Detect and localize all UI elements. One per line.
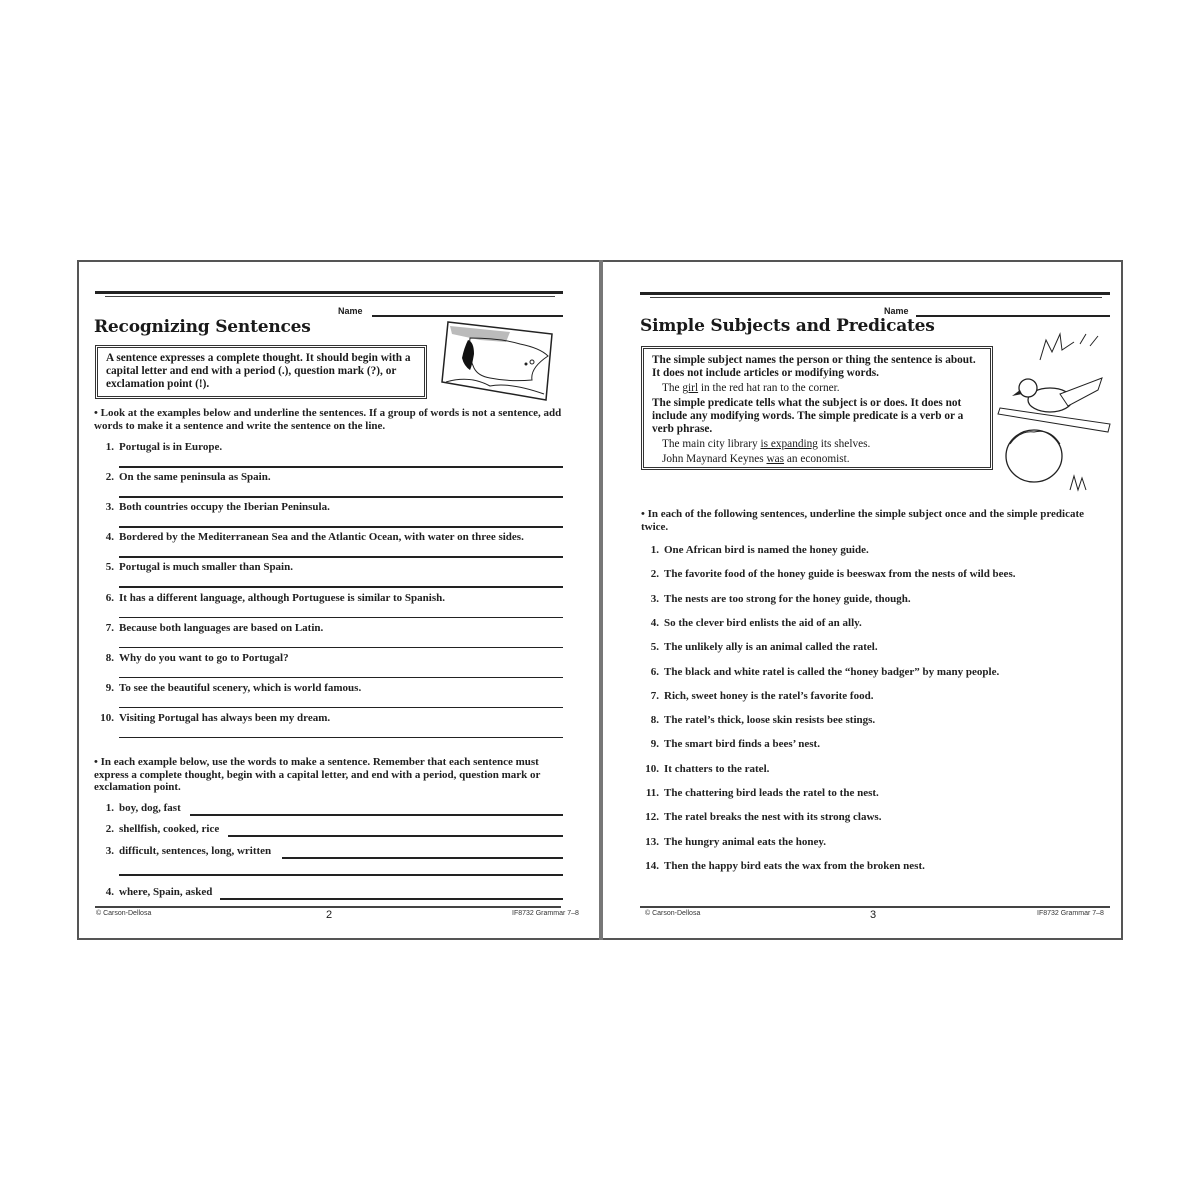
item-number: 4. (650, 616, 659, 629)
bird-illustration (990, 320, 1114, 500)
item-number: 10. (100, 711, 114, 724)
item-text: shellfish, cooked, rice (119, 823, 220, 835)
exercise-item (637, 787, 879, 799)
exercise-item (637, 690, 873, 702)
exercise-item (637, 617, 862, 629)
item-text: One African bird is named the honey guide. (664, 544, 869, 556)
item-text: The ratel breaks the nest with its strong claws. (664, 811, 882, 824)
answer-line[interactable] (119, 496, 563, 498)
answer-line[interactable] (119, 647, 563, 649)
underlined-word: girl (682, 382, 699, 394)
item-number: 1. (105, 441, 114, 453)
exercise-item (92, 712, 330, 724)
exercise-item (637, 738, 820, 750)
item-text: Bordered by the Mediterranean Sea and the Atlantic Ocean, with water on three sides. (119, 531, 524, 544)
item-text: The hungry animal eats the honey. (664, 835, 826, 848)
answer-line[interactable] (228, 835, 563, 837)
item-number: 4. (105, 531, 114, 544)
example-text: an economist. (784, 453, 850, 465)
name-label: Name (884, 306, 909, 316)
item-number: 10. (645, 762, 659, 775)
answer-line[interactable] (119, 617, 563, 619)
header-rule-thin (105, 296, 555, 297)
item-number: 7. (650, 689, 659, 702)
exercise-item (637, 593, 911, 605)
instruction: • In each of the following sentences, underline the simple subject once and the simple predicate twice. (641, 508, 1085, 533)
definition-box (641, 346, 993, 470)
item-text: Visiting Portugal has always been my dream. (119, 711, 331, 724)
footer-product: IF8732 Grammar 7–8 (1037, 910, 1104, 917)
item-text: Because both languages are based on Latin. (119, 621, 324, 634)
instruction-2-text: In each example below, use the words to make a sentence. Remember that each sentence must express a complete thought, begin with a capital letter, and end with a period, question mark or exclamation point. (94, 756, 541, 793)
item-number: 7. (105, 621, 114, 634)
item-text: Why do you want to go to Portugal? (119, 651, 289, 664)
answer-line[interactable] (119, 874, 563, 876)
exercise-item (92, 886, 212, 898)
item-text: Then the happy bird eats the wax from the broken nest. (664, 859, 925, 872)
header-rule (640, 292, 1110, 295)
exercise-item (637, 763, 769, 775)
item-number: 3. (650, 592, 659, 605)
exercise-item (92, 471, 271, 483)
footer-product: IF8732 Grammar 7–8 (512, 910, 579, 917)
exercise-item (637, 860, 925, 872)
example-text: The main city library (662, 438, 761, 450)
item-text: where, Spain, asked (119, 886, 213, 898)
answer-line[interactable] (119, 586, 563, 588)
header-rule (95, 291, 563, 294)
name-label: Name (338, 306, 363, 316)
exercise-item (92, 652, 289, 664)
answer-line[interactable] (119, 466, 563, 468)
map-illustration (440, 320, 558, 402)
page-title: Simple Subjects and Predicates (640, 316, 935, 336)
item-text: On the same peninsula as Spain. (119, 471, 271, 484)
exercise-item (92, 682, 361, 694)
item-number: 11. (645, 787, 659, 799)
exercise-item (637, 666, 999, 678)
example-text: in the red hat ran to the corner. (698, 382, 840, 394)
page-number: 3 (870, 909, 877, 921)
item-text: Portugal is in Europe. (119, 441, 223, 453)
answer-line[interactable] (119, 707, 563, 709)
name-field[interactable] (372, 315, 563, 317)
page-number: 2 (326, 909, 333, 921)
item-number: 5. (650, 641, 659, 654)
exercise-item (92, 441, 222, 453)
item-text: It has a different language, although Portuguese is similar to Spanish. (119, 591, 445, 604)
item-text: The chattering bird leads the ratel to the nest. (664, 787, 879, 799)
item-number: 2. (105, 471, 114, 484)
item-text: The nests are too strong for the honey guide, though. (664, 592, 911, 605)
exercise-item (92, 561, 293, 573)
item-text: To see the beautiful scenery, which is world famous. (119, 681, 362, 694)
answer-line[interactable] (220, 898, 563, 900)
answer-line[interactable] (119, 737, 563, 739)
exercise-item (92, 622, 323, 634)
subject-definition: The simple subject names the person or thing the sentence is about. It does not include articles or modifying words. (652, 354, 976, 379)
item-number: 6. (105, 591, 114, 604)
example-text: its shelves. (817, 438, 871, 450)
instruction-1-text: Look at the examples below and underline the sentences. If a group of words is not a sentence, add words to make it a sentence and write the sentence on the line. (94, 407, 562, 432)
item-number: 8. (105, 651, 114, 664)
item-number: 12. (645, 811, 659, 824)
exercise-item (637, 544, 869, 556)
page-title: Recognizing Sentences (94, 317, 311, 337)
exercise-item (637, 568, 1015, 580)
exercise-item (637, 811, 881, 823)
exercise-item (92, 501, 330, 513)
predicate-definition: The simple predicate tells what the subject is or does. It does not include any modifying words. The simple predicate is a verb or a verb phrase. (652, 397, 964, 435)
item-number: 3. (105, 501, 114, 514)
item-text: So the clever bird enlists the aid of an ally. (664, 616, 862, 629)
instruction-2: • In each example below, use the words to make a sentence. Remember that each sentence must express a complete thought, begin with a capital letter, and end with a period, question mark or exclamation point. (94, 756, 541, 793)
book-gutter (599, 260, 603, 940)
underlined-word: was (766, 453, 785, 465)
name-field[interactable] (916, 315, 1110, 317)
item-text: The favorite food of the honey guide is beeswax from the nests of wild bees. (664, 568, 1016, 581)
example-text: The (662, 382, 683, 394)
footer-copyright: © Carson-Dellosa (645, 910, 701, 917)
item-number: 8. (650, 714, 659, 727)
rule-box: A sentence expresses a complete thought. It should begin with a capital letter and end with a period (.), question mark (?), or exclamation point (!). (95, 345, 427, 399)
item-text: The unlikely ally is an animal called the ratel. (664, 641, 878, 654)
instruction-1: • Look at the examples below and underline the sentences. If a group of words is not a sentence, add words to make it a sentence and write the sentence on the line. (94, 407, 562, 432)
item-number: 5. (105, 561, 114, 574)
item-number: 1. (105, 802, 114, 814)
item-number: 2. (650, 568, 659, 581)
exercise-item (92, 823, 219, 835)
item-text: difficult, sentences, long, written (119, 845, 272, 857)
item-text: Both countries occupy the Iberian Peninsula. (119, 501, 330, 514)
exercise-item (92, 592, 445, 604)
item-number: 1. (650, 544, 659, 556)
exercise-item (637, 641, 878, 653)
instruction-text: In each of the following sentences, underline the simple subject once and the simple predicate twice. (641, 508, 1085, 533)
example-text: John Maynard Keynes (662, 453, 767, 465)
exercise-item (92, 531, 524, 543)
exercise-item (637, 714, 875, 726)
exercise-item (92, 845, 271, 857)
footer-rule (640, 906, 1110, 908)
predicate-example-2 (652, 453, 982, 466)
footer-rule (95, 906, 561, 908)
item-text: boy, dog, fast (119, 802, 181, 814)
item-number: 14. (645, 859, 659, 872)
item-text: Rich, sweet honey is the ratel’s favorite food. (664, 689, 874, 702)
item-number: 4. (105, 886, 114, 898)
item-text: The ratel’s thick, loose skin resists bee stings. (664, 714, 876, 727)
underlined-word: is expanding (760, 438, 818, 450)
item-number: 9. (650, 738, 659, 751)
answer-line[interactable] (119, 677, 563, 679)
answer-line[interactable] (282, 857, 563, 859)
subject-example (652, 382, 982, 395)
answer-line[interactable] (119, 556, 563, 558)
item-number: 3. (105, 845, 114, 857)
answer-line[interactable] (190, 814, 563, 816)
item-number: 2. (105, 823, 114, 835)
predicate-example-1 (652, 438, 982, 451)
exercise-item (637, 836, 826, 848)
footer-copyright: © Carson-Dellosa (96, 910, 152, 917)
item-text: It chatters to the ratel. (664, 762, 770, 775)
header-rule-thin (650, 297, 1102, 298)
item-text: Portugal is much smaller than Spain. (119, 561, 293, 574)
item-number: 9. (105, 681, 114, 694)
item-number: 13. (645, 835, 659, 848)
item-text: The smart bird finds a bees’ nest. (664, 738, 820, 751)
item-number: 6. (650, 665, 659, 678)
item-text: The black and white ratel is called the “honey badger” by many people. (664, 665, 1000, 678)
answer-line[interactable] (119, 526, 563, 528)
exercise-item (92, 802, 181, 814)
